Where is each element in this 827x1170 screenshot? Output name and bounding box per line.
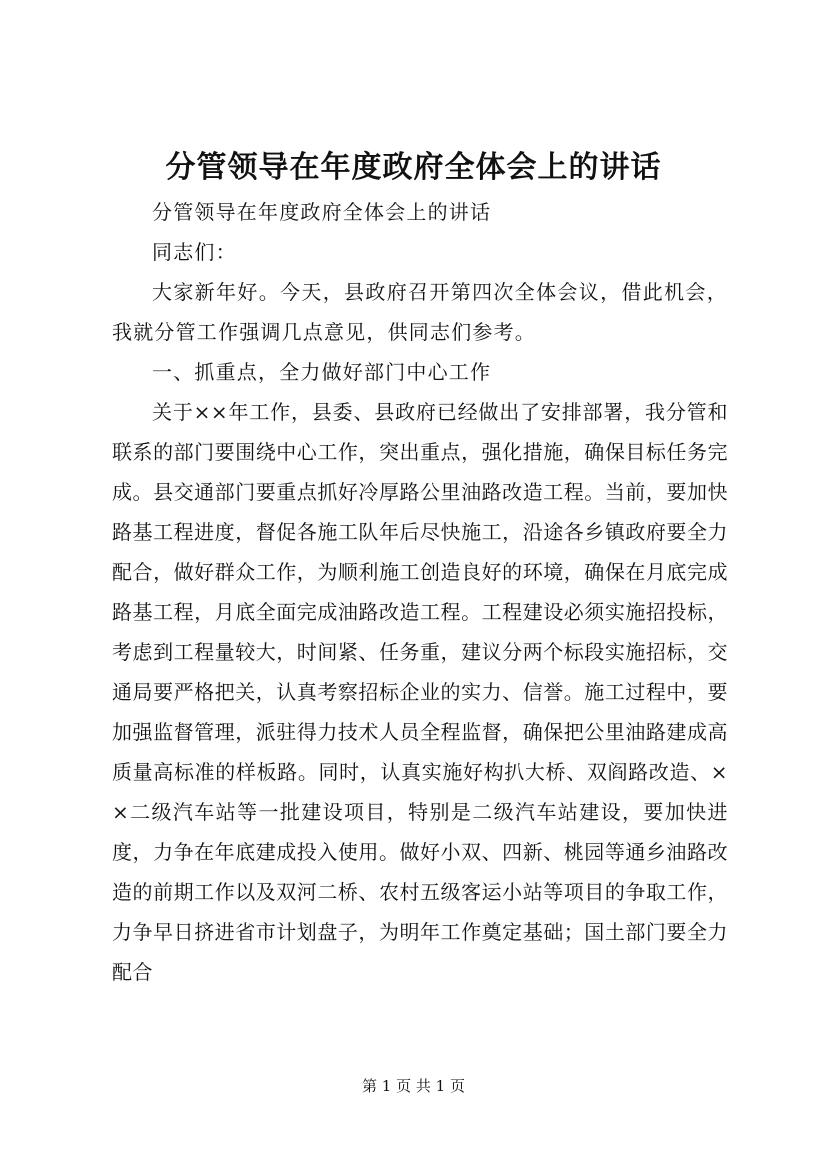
- document-title: 分管领导在年度政府全体会上的讲话: [165, 150, 662, 185]
- salutation-paragraph: 同志们：: [152, 240, 237, 264]
- opening-paragraph: 大家新年好。今天，县政府召开第四次全体会议，借此机会，我就分管工作强调几点意见，供同志们参考。: [112, 280, 728, 344]
- document-body: [112, 192, 728, 992]
- page-footer: 第 1 页 共 1 页: [362, 1077, 465, 1095]
- section-heading: 一、抓重点，全力做好部门中心工作: [152, 360, 492, 384]
- main-paragraph: 关于××年工作，县委、县政府已经做出了安排部署，我分管和联系的部门要围绕中心工作，突出重点，强化措施，确保目标任务完成。县交通部门要重点抓好冷厚路公里油路改造工程。当前，要加快路基工程进度，督促各施工队年后尽快施工，沿途各乡镇政府要全力配合，做好群众工作，为顺利施工创造良好的环境，确保在月底完成路基工程，月底全面完成油路改造工程。工程建设必须实施招投标，考虑到工程量较大，时间紧、任务重，建议分两个标段实施招标，交通局要严格把关，认真考察招标企业的实力、信誉。施工过程中，要加强监督管理，派驻得力技术人员全程监督，确保把公里油路建成高质量高标准的样板路。同时，认真实施好构扒大桥、双阎路改造、××二级汽车站等一批建设项目，特别是二级汽车站建设，要加快进度，力争在年底建成投入使用。做好小双、四新、桃园等通乡油路改造的前期工作以及双河二桥、农村五级客运小站等项目的争取工作，力争早日挤进省市计划盘子，为明年工作奠定基础；国土部门要全力配合: [112, 400, 728, 984]
- subtitle-paragraph: 分管领导在年度政府全体会上的讲话: [152, 200, 492, 224]
